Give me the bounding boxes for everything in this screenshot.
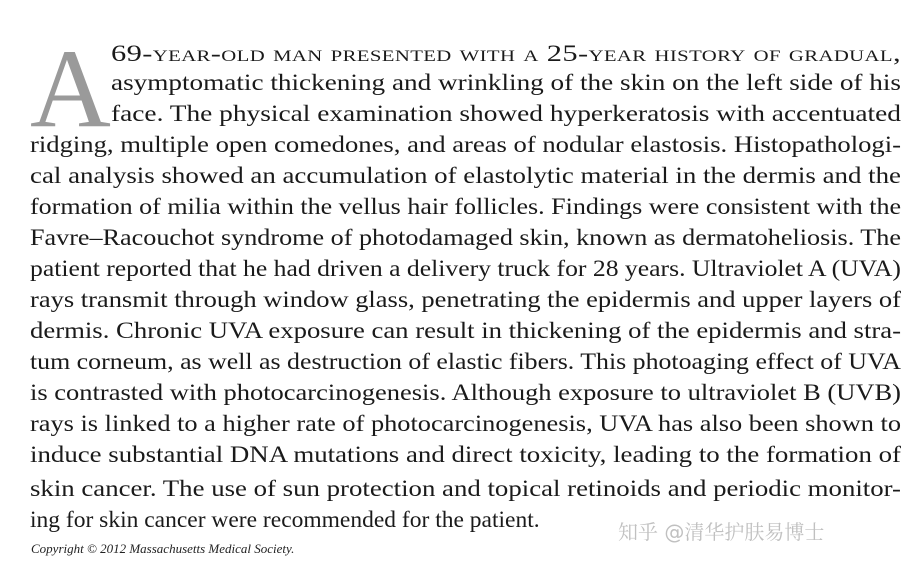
article-line: cal analysis showed an accumulation of elastolytic material in the dermis and the <box>30 163 902 189</box>
article-line: skin cancer. The use of sun protection and topical retinoids and periodic monitor- <box>30 476 901 502</box>
article-line: face. The physical examination showed hyperkeratosis with accentuated <box>111 101 901 127</box>
article-line: 69-year-old man presented with a 25-year history of gradual, <box>111 41 901 67</box>
article-line: dermis. Chronic UVA exposure can result in thickening of the epidermis and stra- <box>30 318 902 344</box>
article-line: patient reported that he had driven a delivery truck for 28 years. Ultraviolet A (UVA) <box>30 256 901 282</box>
article-line: asymptomatic thickening and wrinkling of the skin on the left side of his <box>111 70 902 96</box>
article-line: ing for skin cancer were recommended for the patient. <box>30 507 540 533</box>
article-line: Favre–Racouchot syndrome of photodamaged skin, known as dermatoheliosis. The <box>30 225 901 251</box>
article-line: is contrasted with photocarcinogenesis. Although exposure to ultraviolet B (UVB) <box>30 380 901 406</box>
drop-cap-letter: A <box>30 27 111 151</box>
article-line: rays is linked to a higher rate of photocarcinogenesis, UVA has also been shown to <box>30 411 902 437</box>
article-line: formation of milia within the vellus hair follicles. Findings were consistent with the <box>30 194 902 220</box>
article-line: ridging, multiple open comedones, and areas of nodular elastosis. Histopathologi- <box>30 132 901 158</box>
copyright-notice: Copyright © 2012 Massachusetts Medical Society. <box>31 541 295 556</box>
article-line: rays transmit through window glass, penetrating the epidermis and upper layers of <box>30 287 901 313</box>
watermark-text: 知乎 @清华护肤易博士 <box>618 520 825 544</box>
article-line: induce substantial DNA mutations and direct toxicity, leading to the formation of <box>30 442 901 468</box>
article-line: tum corneum, as well as destruction of elastic fibers. This photoaging effect of UVA <box>30 349 901 375</box>
